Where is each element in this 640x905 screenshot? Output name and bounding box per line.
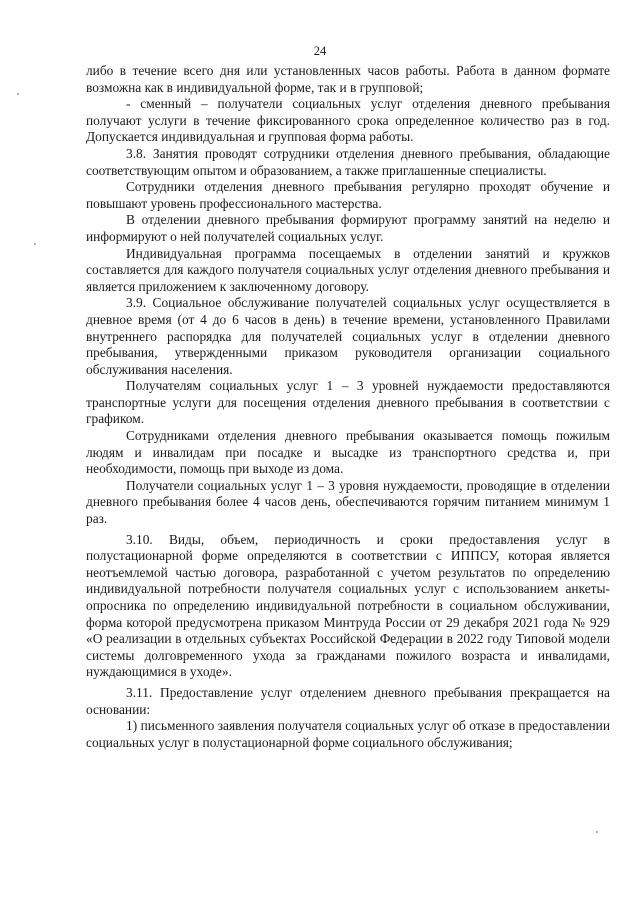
paragraph-3-10: 3.10. Виды, объем, периодичность и сроки предоставления услуг в полустационарной форме определяются в соответствии с ИППСУ, которая является неотъемлемой частью договора, разработанной с учетом результатов по определению индивидуальной потребности получателя социальных услуг с использованием анкеты-опросника по определению индивидуальной потребности в социальном обслуживании, форма которой предусмотрена приказом Минтруда России от 29 декабря 2021 года № 929 «О реализации в отдельных субъектах Российской Федерации в 2022 году Типовой модели системы долговременного ухода за гражданами пожилого возраста и инвалидами, нуждающимися в уходе».	[86, 531, 610, 680]
paragraph-3-8: 3.8. Занятия проводят сотрудники отделения дневного пребывания, обладающие соответствующим опытом и образованием, а также приглашенные специалисты.	[86, 145, 610, 178]
paragraph-individual-program: Индивидуальная программа посещаемых в отделении занятий и кружков составляется для каждого получателя социальных услуг отделения дневного пребывания и является приложением к заключенному договору.	[86, 245, 610, 294]
page-number: 24	[313, 44, 327, 58]
paragraph-continuation: либо в течение всего дня или установленных часов работы. Работа в данном формате возможна как в индивидуальной форме, так и в групповой;	[86, 63, 610, 95]
paragraph-3-9: 3.9. Социальное обслуживание получателей социальных услуг осуществляется в дневное время (от 4 до 6 часов в день) в течение времени, установленного Правилами внутреннего распорядка для получателей социальных услуг в отделении дневного пребывания, утвержденными приказом руководителя организации социального обслуживания населения.	[86, 295, 610, 377]
paragraph-shift-mode: - сменный – получатели социальных услуг отделения дневного пребывания получают услуги в течение фиксированного срока определенное количество раз в год. Допускается индивидуальная и групповая форма работы.	[86, 96, 610, 145]
scan-speck	[596, 831, 598, 833]
paragraph-3-11: 3.11. Предоставление услуг отделением дневного пребывания прекращается на основании:	[86, 684, 610, 717]
paragraph-weekly-program: В отделении дневного пребывания формируют программу занятий на неделю и информируют о ней получателей социальных услуг.	[86, 212, 610, 244]
document-body	[86, 63, 610, 751]
paragraph-hot-meals: Получатели социальных услуг 1 – 3 уровня нуждаемости, проводящие в отделении дневного пребывания более 4 часов день, обеспечиваются горячим питанием минимум 1 раз.	[86, 477, 610, 527]
paragraph-transport: Получателям социальных услуг 1 – 3 уровней нуждаемости предоставляются транспортные услуги для посещения отделения дневного пребывания в соответствии с графиком.	[86, 378, 610, 427]
scan-speck	[34, 243, 36, 245]
paragraph-item-1: 1) письменного заявления получателя социальных услуг об отказе в предоставлении социальных услуг в полустационарной форме социального обслуживания;	[86, 718, 610, 750]
paragraph-boarding-help: Сотрудниками отделения дневного пребывания оказывается помощь пожилым людям и инвалидам при посадке и высадке из транспортного средства и, при необходимости, помощь при выходе из дома.	[86, 428, 610, 477]
scan-speck	[17, 93, 19, 95]
paragraph-staff-training: Сотрудники отделения дневного пребывания регулярно проходят обучение и повышают уровень профессионального мастерства.	[86, 179, 610, 211]
